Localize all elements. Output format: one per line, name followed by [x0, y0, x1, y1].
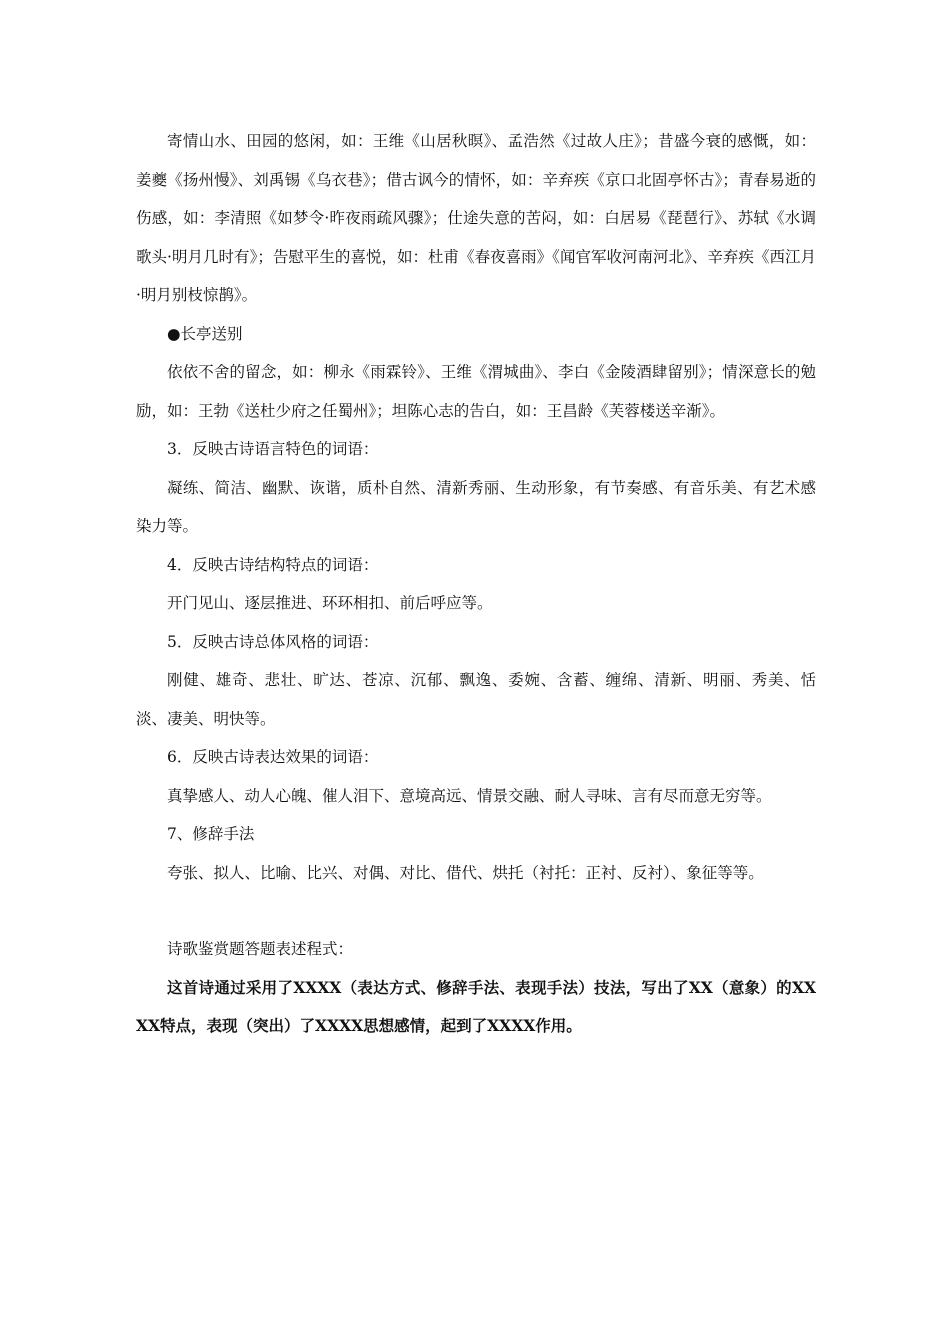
heading-structure: 4．反映古诗结构特点的词语：: [167, 555, 379, 574]
paragraph-effect: 真挚感人、动人心魄、催人泪下、意境高远、情景交融、耐人寻味、言有尽而意无穷等。: [167, 786, 772, 805]
heading-language-features: 3．反映古诗语言特色的词语：: [167, 440, 379, 458]
heading-answer-formula: 诗歌鉴赏题答题表述程式：: [167, 940, 354, 958]
blank-line: [136, 892, 816, 930]
paragraph-style: 刚健、雄奇、悲壮、旷达、苍凉、沉郁、飘逸、委婉、含蓄、缠绵、清新、明丽、秀美、恬淡、凄美、明快等。: [136, 671, 816, 728]
paragraph-songbie: 依依不舍的留念，如：柳永《雨霖铃》、王维《渭城曲》、李白《金陵酒肆留别》；情深意长的勉励，如：王勃《送杜少府之任蜀州》；坦陈心志的告白，如：王昌龄《芙蓉楼送辛渐》。: [136, 363, 816, 420]
heading-style: 5．反映古诗总体风格的词语：: [167, 632, 379, 651]
heading-songbie: ●长亭送别: [167, 324, 243, 343]
heading-effect: 6．反映古诗表达效果的词语：: [167, 748, 379, 766]
document-page: [136, 122, 816, 1046]
paragraph-rhetoric: 夸张、拟人、比喻、比兴、对偶、对比、借代、烘托（衬托：正衬、反衬）、象征等等。: [167, 863, 764, 882]
paragraph-shanshui: 寄情山水、田园的悠闲，如：王维《山居秋暝》、孟浩然《过故人庄》；昔盛今衰的感慨，如：姜夔《扬州慢》、刘禹锡《乌衣巷》；借古讽今的情怀，如：辛弃疾《京口北固亭怀古》；青春易逝的伤感，如：李清照《如梦令·昨夜雨疏风骤》；仕途失意的苦闷，如：白居易《琵琶行》、苏轼《水调歌头·明月几时有》；告慰平生的喜悦，如：杜甫《春夜喜雨》《闻官军收河南河北》、辛弃疾《西江月·明月别枝惊鹊》。: [136, 132, 816, 304]
heading-rhetoric: 7、修辞手法: [167, 825, 255, 843]
paragraph-language-features: 凝练、简洁、幽默、诙谐，质朴自然、清新秀丽、生动形象，有节奏感、有音乐美、有艺术感染力等。: [136, 478, 816, 535]
paragraph-structure: 开门见山、逐层推进、环环相扣、前后呼应等。: [167, 594, 493, 612]
paragraph-answer-formula: 这首诗通过采用了XXXX（表达方式、修辞手法、表现手法）技法，写出了XX（意象）的XXXX特点，表现（突出）了XXXX思想感情，起到了XXXX作用。: [136, 977, 816, 1035]
